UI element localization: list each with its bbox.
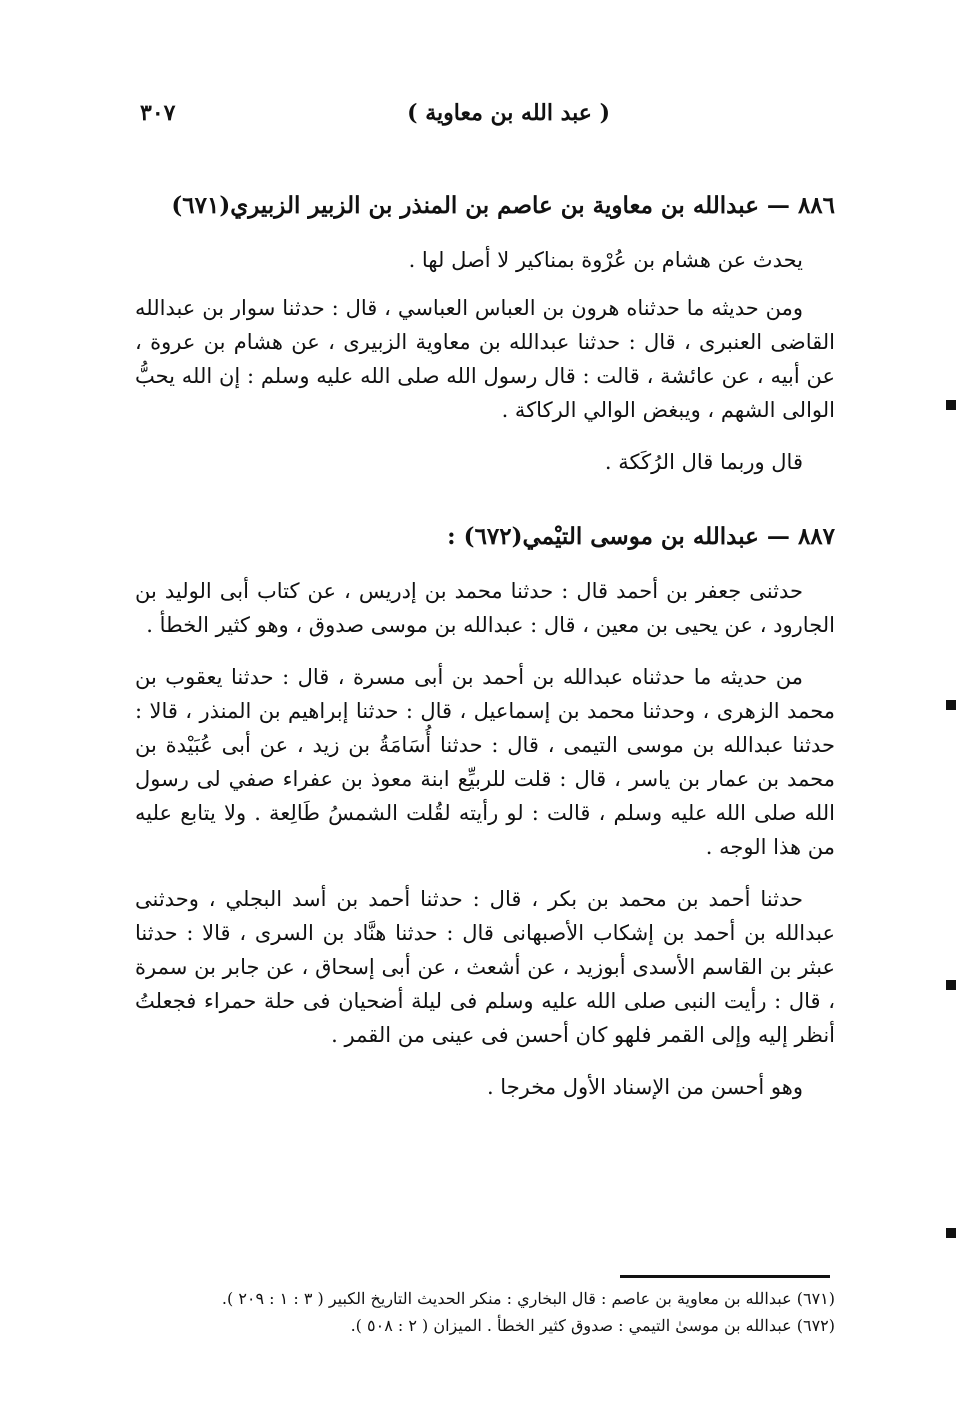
scan-edge-mark [946, 700, 956, 710]
entry-887 [135, 519, 835, 1104]
paragraph: من حديثه ما حدثناه عبدالله بن أحمد بن أبى مسرة ، قال : حدثنا يعقوب بن محمد الزهرى ، وحدثنا محمد بن إسماعيل ، قال : حدثنا إبراهيم بن المنذر ، قالا : حدثنا عبدالله بن موسى التيمى ، قال : حدثنا أُسَامَةُ بن زيد ، عن أبى عُبَيْدة بن محمد بن عمار بن ياسر ، قال : قلت للربيِّع ابنة معوذ بن عفراء صفي لى رسول الله صلى الله عليه وسلم ، قالت : لو رأيته لقُلت الشمسُ طَالِعة . ولا يتابع عليه من هذا الوجه . [135, 664, 835, 859]
footnotes [170, 1285, 835, 1339]
footnote: (٦٧١) عبدالله بن معاوية بن عاصم : قال البخاري : منكر الحديث التاريخ الكبير ( ٣ : ١ : ٢٠٩ ). [221, 1289, 835, 1308]
entry-spacer [135, 497, 835, 519]
scan-edge-mark [946, 1228, 956, 1238]
paragraph: قال وربما قال الرُكَكة . [604, 449, 803, 474]
paragraph: يحدث عن هشام بن عُرْوة بمناكير لا أصل لها . [408, 247, 803, 272]
page-number: ٣٠٧ [140, 100, 176, 126]
main-text [135, 188, 835, 1122]
scan-edge-mark [946, 400, 956, 410]
entry-886 [135, 188, 835, 479]
paragraph: ومن حديثه ما حدثناه هرون بن العباس العباسي ، قال : حدثنا سوار بن عبدالله القاضى العنبرى ، قال : حدثنا عبدالله بن معاوية الزبيرى ، عن هشام بن عروة ، عن أبيه ، عن عائشة ، قالت : قال رسول الله صلى الله عليه وسلم : إن الله يحبُّ الوالى الشهم ، ويبغض الوالي الركاكة . [135, 295, 835, 422]
paragraph: حدثنى جعفر بن أحمد قال : حدثنا محمد بن إدريس ، عن كتاب أبى الوليد بن الجارود ، عن يحيى بن معين ، قال : عبدالله بن موسى صدوق ، وهو كثير الخطأ . [135, 578, 835, 637]
entry-title: ٨٨٧ — عبدالله بن موسى التيْمي(٦٧٢) : [447, 522, 835, 550]
entry-title: ٨٨٦ — عبدالله بن معاوية بن عاصم بن المنذر بن الزبير الزبيري(٦٧١) [171, 192, 835, 219]
scan-edge-mark [946, 980, 956, 990]
footnote-divider [620, 1275, 830, 1278]
page-header [140, 100, 840, 140]
footnote: (٦٧٢) عبدالله بن موسىٰ التيمي : صدوق كثير الخطأ . الميزان ( ٢ : ٥٠٨ ). [350, 1316, 835, 1336]
paragraph: حدثنا أحمد بن محمد بن بكر ، قال : حدثنا أحمد بن أسد البجلي ، وحدثنى عبدالله بن أحمد بن إشكاب الأصبهانى قال : حدثنا هنَّاد بن السرى ، قالا : حدثنا عبثر بن القاسم الأسدى أبوزيد ، عن أشعث ، عن أبى إسحاق ، عن جابر بن سمرة ، قال : رأيت النبى صلى الله عليه وسلم فى ليلة أضحيان فى حلة حمراء فجعلتُ أنظر إليه وإلى القمر فلهو كان أحسن فى عينى من القمر . [135, 886, 835, 1047]
running-head: ( عبد الله بن معاوية ) [407, 100, 610, 126]
paragraph: وهو أحسن من الإسناد الأول مخرجا . [486, 1074, 803, 1099]
